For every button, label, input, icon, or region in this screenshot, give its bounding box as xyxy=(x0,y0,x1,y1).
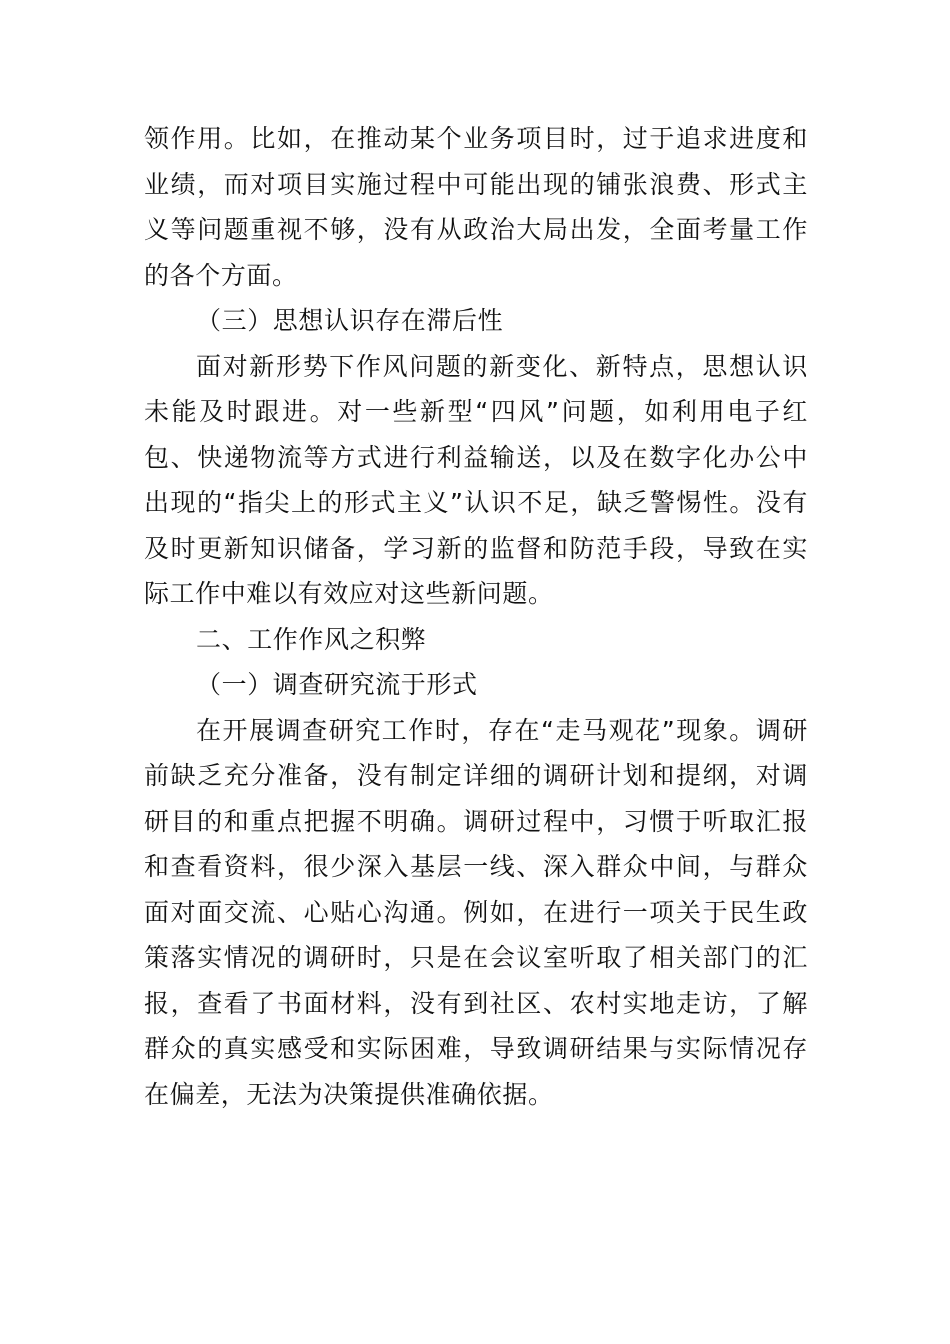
body-paragraph: 面对新形势下作风问题的新变化、新特点，思想认识未能及时跟进。对一些新型“四风”问题，如利用电子红包、快递物流等方式进行利益输送，以及在数字化办公中出现的“指尖上的形式主义”认识不足，缺乏警惕性。没有及时更新知识储备，学习新的监督和防范手段，导致在实际工作中难以有效应对这些新问题。 xyxy=(144,351,808,608)
document-body xyxy=(144,116,808,1117)
body-paragraph-continued: 领作用。比如，在推动某个业务项目时，过于追求进度和业绩，而对项目实施过程中可能出现的铺张浪费、形式主义等问题重视不够，没有从政治大局出发，全面考量工作的各个方面。 xyxy=(144,124,808,290)
chapter-heading-2: 二、工作作风之积弊 xyxy=(196,624,427,654)
section-heading-1: （一）调查研究流于形式 xyxy=(196,670,478,699)
body-paragraph: 在开展调查研究工作时，存在“走马观花”现象。调研前缺乏充分准备，没有制定详细的调研计划和提纲，对调研目的和重点把握不明确。调研过程中，习惯于听取汇报和查看资料，很少深入基层一线、深入群众中间，与群众面对面交流、心贴心沟通。例如，在进行一项关于民生政策落实情况的调研时，只是在会议室听取了相关部门的汇报，查看了书面材料，没有到社区、农村实地走访，了解群众的真实感受和实际困难，导致调研结果与实际情况存在偏差，无法为决策提供准确依据。 xyxy=(144,715,808,1109)
section-heading-3: （三）思想认识存在滞后性 xyxy=(196,306,504,335)
